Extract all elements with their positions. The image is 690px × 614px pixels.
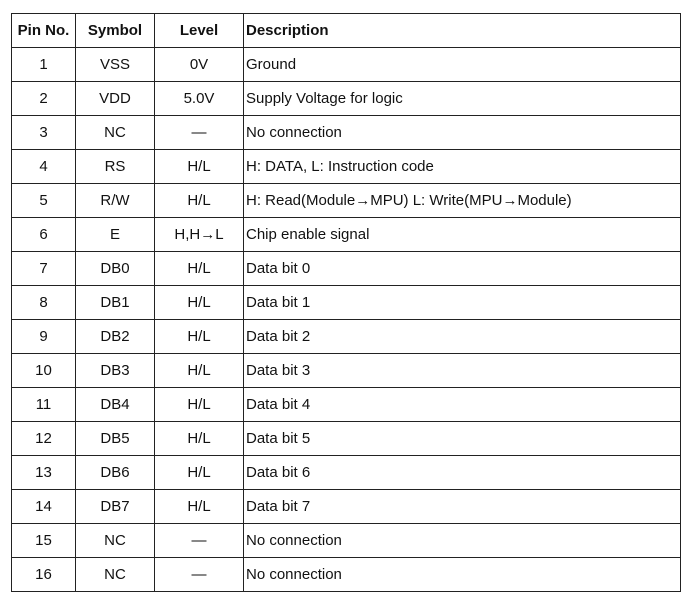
cell-level: H/L <box>155 388 244 422</box>
header-description: Description <box>244 14 681 48</box>
cell-pin-no: 5 <box>12 184 76 218</box>
header-pin-no: Pin No. <box>12 14 76 48</box>
table-body <box>12 48 681 592</box>
cell-pin-no: 1 <box>12 48 76 82</box>
cell-symbol: E <box>76 218 155 252</box>
cell-symbol: DB3 <box>76 354 155 388</box>
cell-level: — <box>155 524 244 558</box>
cell-pin-no: 8 <box>12 286 76 320</box>
cell-symbol: VDD <box>76 82 155 116</box>
cell-pin-no: 12 <box>12 422 76 456</box>
cell-symbol: DB6 <box>76 456 155 490</box>
table-row <box>12 150 681 184</box>
cell-symbol: VSS <box>76 48 155 82</box>
table-row <box>12 524 681 558</box>
cell-description: Data bit 7 <box>244 490 681 524</box>
cell-symbol: DB7 <box>76 490 155 524</box>
cell-level: — <box>155 116 244 150</box>
table-row <box>12 490 681 524</box>
cell-symbol: DB0 <box>76 252 155 286</box>
cell-pin-no: 13 <box>12 456 76 490</box>
cell-pin-no: 3 <box>12 116 76 150</box>
cell-pin-no: 10 <box>12 354 76 388</box>
cell-pin-no: 11 <box>12 388 76 422</box>
cell-symbol: DB2 <box>76 320 155 354</box>
cell-symbol: NC <box>76 524 155 558</box>
cell-pin-no: 4 <box>12 150 76 184</box>
cell-pin-no: 7 <box>12 252 76 286</box>
cell-symbol: DB5 <box>76 422 155 456</box>
cell-pin-no: 2 <box>12 82 76 116</box>
cell-level: H/L <box>155 456 244 490</box>
cell-level: 0V <box>155 48 244 82</box>
cell-description: Ground <box>244 48 681 82</box>
table-row <box>12 48 681 82</box>
cell-description: H: DATA, L: Instruction code <box>244 150 681 184</box>
table-row <box>12 354 681 388</box>
cell-description: Data bit 4 <box>244 388 681 422</box>
cell-description: Supply Voltage for logic <box>244 82 681 116</box>
cell-pin-no: 9 <box>12 320 76 354</box>
cell-level: H/L <box>155 252 244 286</box>
table-row <box>12 184 681 218</box>
cell-level: H/L <box>155 184 244 218</box>
cell-symbol: RS <box>76 150 155 184</box>
cell-level: H/L <box>155 150 244 184</box>
table-row <box>12 116 681 150</box>
cell-symbol: NC <box>76 558 155 592</box>
table-row <box>12 320 681 354</box>
table-row <box>12 388 681 422</box>
cell-level: H/L <box>155 354 244 388</box>
pin-assignment-table <box>11 13 681 592</box>
cell-symbol: NC <box>76 116 155 150</box>
table-header-row <box>12 14 681 48</box>
cell-level: H/L <box>155 286 244 320</box>
cell-level: — <box>155 558 244 592</box>
table-row <box>12 558 681 592</box>
table-row <box>12 422 681 456</box>
cell-symbol: R/W <box>76 184 155 218</box>
cell-description: H: Read(Module→MPU) L: Write(MPU→Module) <box>244 184 681 218</box>
cell-description: No connection <box>244 524 681 558</box>
cell-symbol: DB4 <box>76 388 155 422</box>
table-row <box>12 218 681 252</box>
header-symbol: Symbol <box>76 14 155 48</box>
cell-pin-no: 16 <box>12 558 76 592</box>
cell-description: Data bit 2 <box>244 320 681 354</box>
cell-description: No connection <box>244 558 681 592</box>
cell-level: H/L <box>155 320 244 354</box>
cell-description: Data bit 1 <box>244 286 681 320</box>
cell-pin-no: 15 <box>12 524 76 558</box>
table-row <box>12 82 681 116</box>
cell-description: Data bit 3 <box>244 354 681 388</box>
cell-symbol: DB1 <box>76 286 155 320</box>
cell-description: Chip enable signal <box>244 218 681 252</box>
table-row <box>12 456 681 490</box>
cell-level: 5.0V <box>155 82 244 116</box>
cell-level: H/L <box>155 422 244 456</box>
table-row <box>12 286 681 320</box>
cell-description: Data bit 6 <box>244 456 681 490</box>
cell-level: H,H→L <box>155 218 244 252</box>
cell-pin-no: 14 <box>12 490 76 524</box>
cell-description: No connection <box>244 116 681 150</box>
cell-description: Data bit 5 <box>244 422 681 456</box>
table-row <box>12 252 681 286</box>
cell-level: H/L <box>155 490 244 524</box>
cell-description: Data bit 0 <box>244 252 681 286</box>
header-level: Level <box>155 14 244 48</box>
cell-pin-no: 6 <box>12 218 76 252</box>
